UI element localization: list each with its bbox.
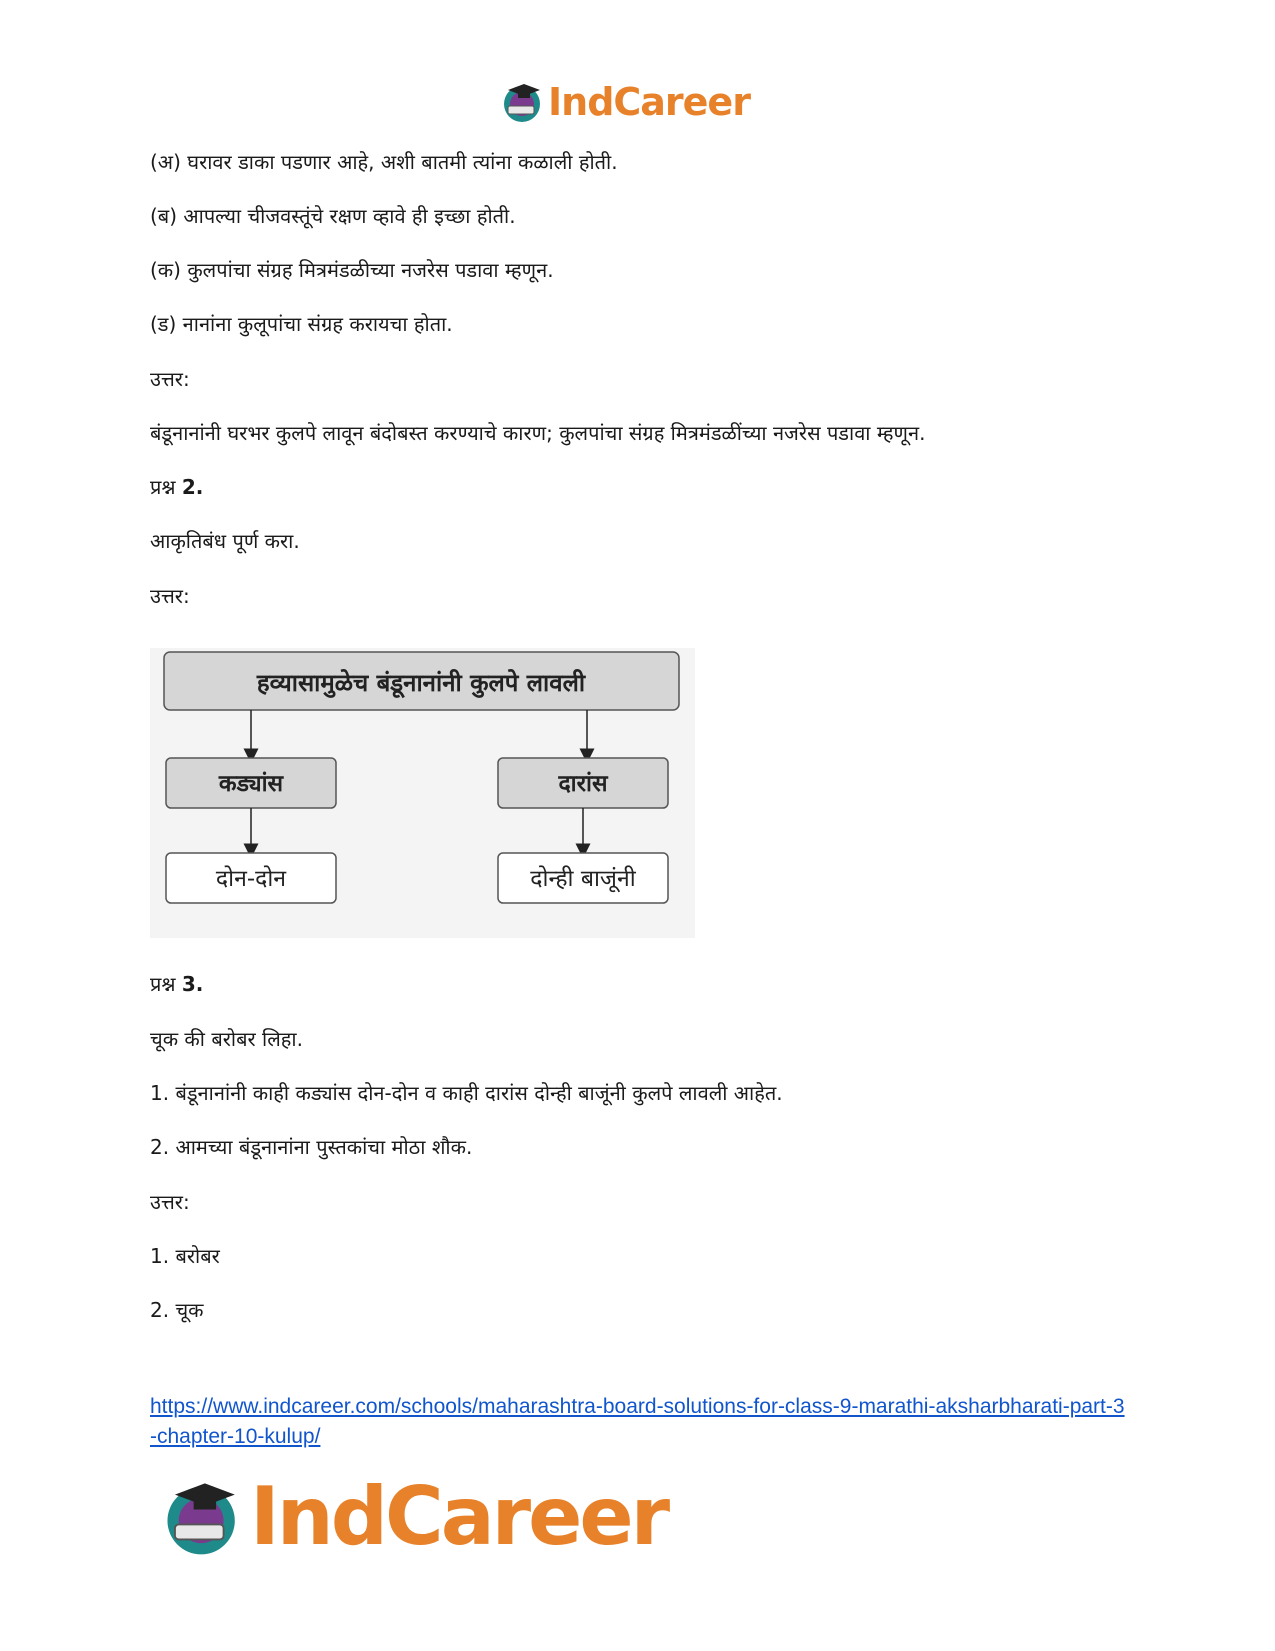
- statement-1: 1. बंडूनानांनी काही कड्यांस दोन-दोन व काही दारांस दोन्ही बाजूंनी कुलपे लावली आहेत.: [150, 1081, 783, 1105]
- graduation-cap-icon: [160, 1475, 246, 1559]
- answer-label: उत्तर:: [150, 1190, 190, 1214]
- statement-2: 2. आमच्या बंडूनानांना पुस्तकांचा मोठा शौक.: [150, 1135, 473, 1159]
- concept-diagram: [150, 648, 695, 938]
- answer-2: 2. चूक: [150, 1298, 204, 1322]
- answer-1: 1. बरोबर: [150, 1244, 220, 1268]
- diagram-left-mid-label: कड्यांस: [218, 771, 284, 797]
- answer-text: बंडूनानांनी घरभर कुलपे लावून बंदोबस्त करण्याचे कारण; कुलपांचा संग्रह मित्रमंडळींच्या नजरेस पडावा म्हणून.: [150, 421, 926, 445]
- question-3-heading: [150, 970, 203, 998]
- question-2-text: आकृतिबंध पूर्ण करा.: [150, 529, 300, 553]
- option-b: (ब) आपल्या चीजवस्तूंचे रक्षण व्हावे ही इच्छा होती.: [150, 204, 516, 228]
- header-logo: [500, 80, 750, 124]
- question-word: प्रश्न: [150, 972, 176, 996]
- diagram-top-label: हव्यासामुळेच बंडूनानांनी कुलपे लावली: [256, 669, 586, 697]
- option-a: (अ) घरावर डाका पडणार आहे, अशी बातमी त्यांना कळाली होती.: [150, 150, 618, 174]
- option-d: (ड) नानांना कुलूपांचा संग्रह करायचा होता.: [150, 312, 453, 336]
- question-word: प्रश्न: [150, 475, 176, 499]
- question-3-text: चूक की बरोबर लिहा.: [150, 1027, 303, 1051]
- question-number: 2.: [181, 475, 204, 499]
- answer-label: उत्तर:: [150, 367, 190, 391]
- diagram-right-mid-label: दारांस: [558, 771, 608, 797]
- diagram-left-bottom-label: दोन-दोन: [215, 866, 287, 892]
- option-c: (क) कुलपांचा संग्रह मित्रमंडळीच्या नजरेस पडावा म्हणून.: [150, 258, 554, 282]
- graduation-cap-icon: [500, 80, 546, 124]
- source-link[interactable]: https://www.indcareer.com/schools/maharashtra-board-solutions-for-class-9-marathi-aksharbharati-part-3-chapter-10-kulup/: [150, 1395, 1125, 1448]
- question-2-heading: [150, 473, 203, 501]
- footer-logo: [160, 1470, 667, 1563]
- logo-wordmark: IndCareer: [548, 80, 750, 124]
- diagram-right-bottom-label: दोन्ही बाजूंनी: [530, 866, 636, 892]
- question-number: 3.: [181, 972, 204, 996]
- answer-label: उत्तर:: [150, 584, 190, 608]
- logo-wordmark: IndCareer: [250, 1470, 668, 1563]
